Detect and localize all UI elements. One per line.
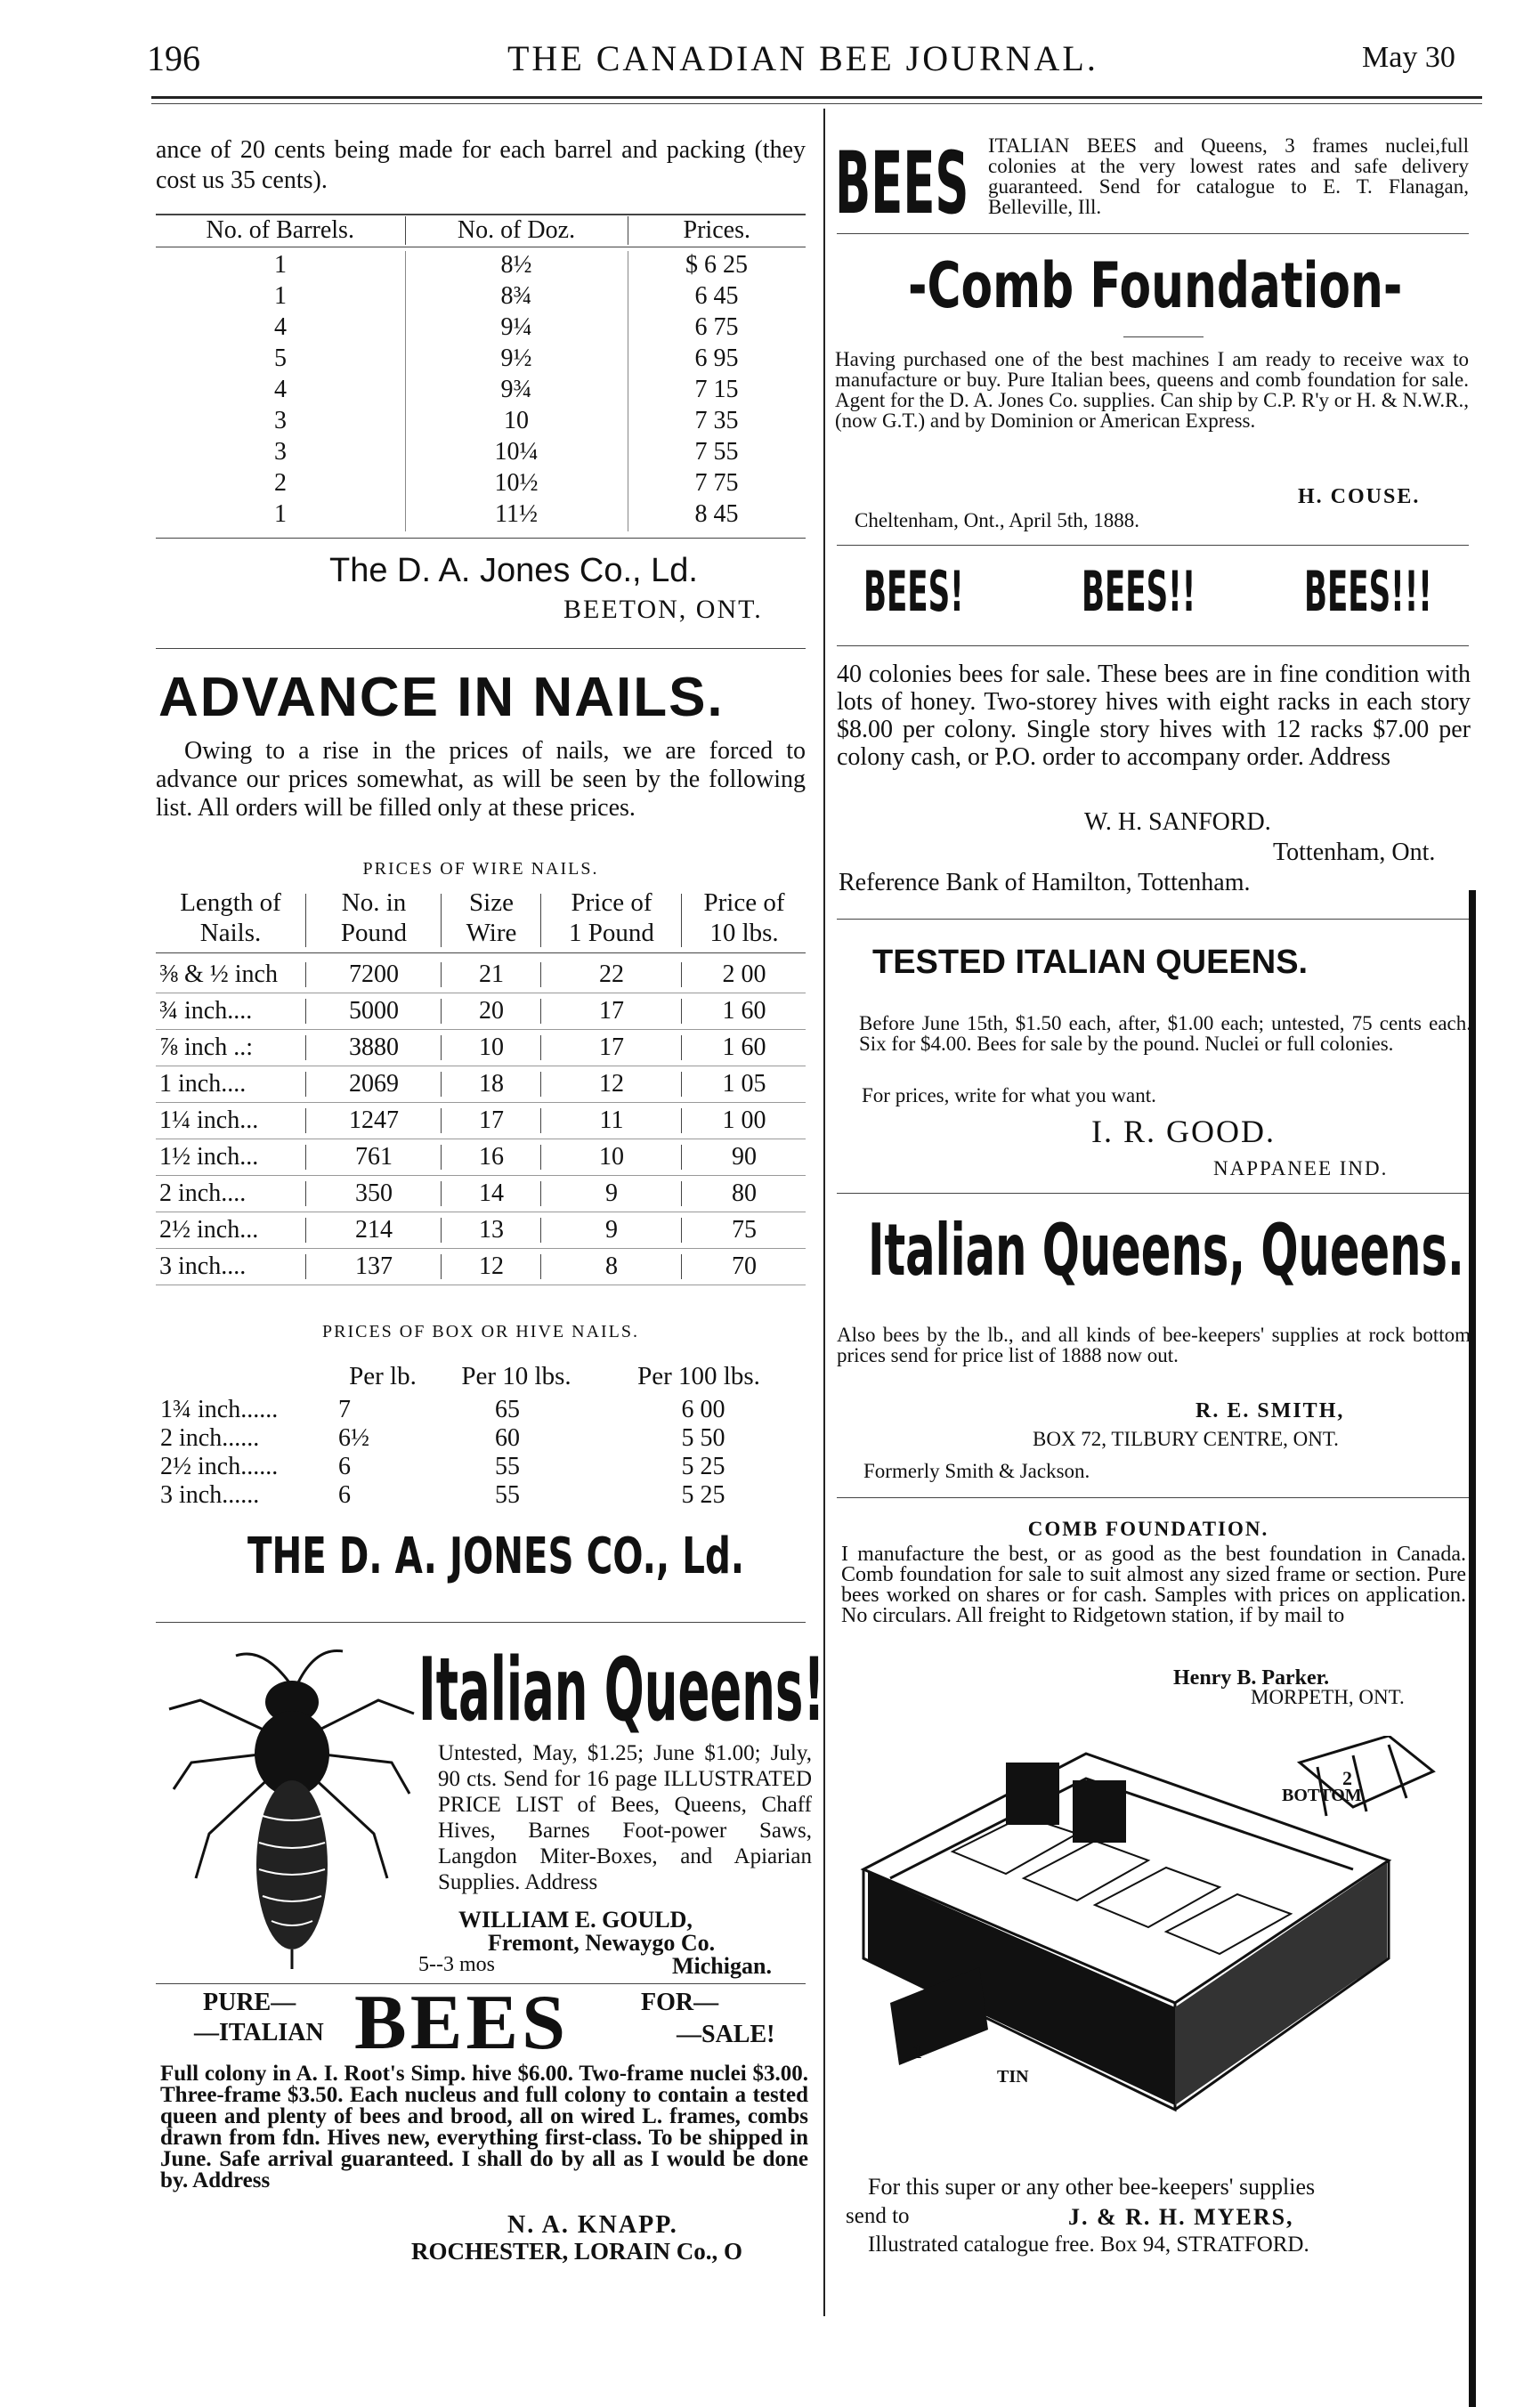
sanford-ref: Reference Bank of Hamilton, Tottenham. <box>839 869 1251 896</box>
box-cell: 6 <box>338 1481 351 1509</box>
comb-title-wrap <box>908 249 1442 329</box>
rule-jones-bottom <box>156 1622 806 1623</box>
wire-row <box>156 1030 806 1066</box>
parker-text: I manufacture the best, or as good as the best foundation in Canada. Comb foundation for sale to suit almost any sized frame or section. Pure bees worked on shares or for cash. Samples with prices on application. No circulars. All freight to Ridgetown station, if by mail to <box>841 1543 1466 1627</box>
box-cell: 2 inch...... <box>160 1424 260 1452</box>
barrels-cell: $ 6 25 <box>685 251 748 279</box>
rule-good-bottom <box>837 1193 1469 1194</box>
knapp-text: Full colony in A. I. Root's Simp. hive $6.00. Two-frame nuclei $3.00. Three-frame $3.50. Each nucleus and full colony to contain a tested queen and plenty of bees and brood, all on wired L. frames, combs drawn from fdn. Hives new, everything first-class. To be shipped in June. Safe arrival guaranteed. I shall do by all as I would be done by. Address <box>160 2062 808 2192</box>
label-bottom: BOTTOM <box>1282 1786 1362 1805</box>
barrels-row <box>156 469 806 500</box>
wire-cell: 90 <box>732 1143 757 1171</box>
flanagan-text: ITALIAN BEES and Queens, 3 frames nuclei,full colonies at the very lowest rates and safe delivery guaranteed. Send for catalogue to E. T. Flanagan, Belleville, Ill. <box>988 134 1469 218</box>
wire-row <box>156 1176 806 1212</box>
box-cell: 5 25 <box>681 1453 725 1480</box>
barrels-cell: 10½ <box>494 469 539 497</box>
column-rule <box>441 962 442 987</box>
box-row <box>160 1396 810 1424</box>
rule-smith-bottom <box>837 1497 1469 1498</box>
wire-cell: ¾ inch.... <box>159 997 253 1025</box>
wire-cell: 11 <box>599 1106 624 1134</box>
label-2: 2 <box>1342 1767 1352 1789</box>
column-rule <box>681 1254 682 1279</box>
wire-cell: 214 <box>355 1216 393 1244</box>
barrels-cell: 7 35 <box>694 407 739 434</box>
journal-title: THE CANADIAN BEE JOURNAL. <box>507 38 1098 78</box>
column-rule <box>681 1181 682 1206</box>
wire-cell: 137 <box>355 1252 393 1280</box>
smith-box: BOX 72, TILBURY CENTRE, ONT. <box>1033 1428 1339 1450</box>
barrels-cell: 8¾ <box>500 282 532 310</box>
column-rule <box>305 894 306 947</box>
column-rule <box>405 282 406 313</box>
wire-header-cell: Size <box>469 888 514 917</box>
wire-cell: 12 <box>479 1252 504 1280</box>
column-rule <box>405 376 406 407</box>
box-row <box>160 1481 810 1510</box>
header-rule-thin <box>151 103 1482 104</box>
column-rule <box>681 894 682 947</box>
knapp-name: N. A. KNAPP. <box>507 2211 678 2239</box>
barrels-cell: 3 <box>274 438 287 466</box>
wire-cell: 1247 <box>349 1106 399 1134</box>
wire-cell: 2 inch.... <box>159 1179 247 1207</box>
couse-name: H. COUSE. <box>1298 485 1421 508</box>
column-rule <box>681 1035 682 1060</box>
barrels-cell: 1 <box>274 282 287 310</box>
column-rule <box>405 344 406 376</box>
box-header-cell: Per lb. <box>349 1362 417 1390</box>
comb-short-rule <box>1123 336 1204 337</box>
box-cell: 7 <box>338 1396 351 1423</box>
column-rule <box>441 1181 442 1206</box>
column-rule <box>305 1072 306 1097</box>
bees-row-1: BEES! <box>863 559 964 624</box>
wire-table-header <box>156 888 806 951</box>
box-cell: 1¾ inch...... <box>160 1396 279 1423</box>
barrels-cell: 10 <box>504 407 529 434</box>
barrels-cell: 6 45 <box>694 282 739 310</box>
column-rule <box>441 1218 442 1243</box>
barrels-cell: 5 <box>274 344 287 372</box>
column-rule <box>540 1181 541 1206</box>
label-1: 1 <box>912 2040 922 2063</box>
good-text: Before June 15th, $1.50 each, after, $1.00 each; untested, 75 cents each. Six for $4.00. Bees for sale by the pound. Nuclei or full colonies. <box>859 1012 1471 1055</box>
column-rule <box>305 1145 306 1170</box>
column-rule <box>441 1254 442 1279</box>
column-rule <box>405 469 406 500</box>
barrels-cell: 6 75 <box>694 313 739 341</box>
wire-cell: ⅜ & ½ inch <box>159 960 278 988</box>
barrels-rows <box>156 251 806 531</box>
right-page-edge <box>1469 890 1476 2407</box>
wire-row <box>156 1103 806 1139</box>
wire-cell: 9 <box>605 1179 618 1207</box>
wire-row <box>156 993 806 1030</box>
smith-title-wrap <box>868 1209 1473 1307</box>
column-rule <box>441 999 442 1024</box>
wire-cell: 18 <box>479 1070 504 1098</box>
pure-left-1: PURE— <box>203 1989 296 2016</box>
wire-row <box>156 1212 806 1249</box>
wire-header-cell: Price of <box>703 888 785 917</box>
bees-big: BEES <box>835 134 969 231</box>
wire-header-cell: Pound <box>340 919 408 947</box>
wire-header-cell: No. in <box>341 888 407 917</box>
wire-cell: 9 <box>605 1216 618 1244</box>
gould-state: Michigan. <box>672 1953 772 1979</box>
column-rule <box>681 1145 682 1170</box>
column-rule <box>681 1218 682 1243</box>
box-cell: 6 00 <box>681 1396 725 1423</box>
column-rule <box>540 1108 541 1133</box>
barrels-cell: 6 95 <box>694 344 739 372</box>
column-rule <box>441 1108 442 1133</box>
gould-term: 5--3 mos <box>418 1953 495 1976</box>
knapp-place: ROCHESTER, LORAIN Co., O <box>411 2238 743 2265</box>
wire-cell: 22 <box>599 960 624 988</box>
wire-row <box>156 957 806 993</box>
wire-cell: 7200 <box>349 960 399 988</box>
column-rule <box>540 1145 541 1170</box>
wire-cell: 20 <box>479 997 504 1025</box>
page-number: 196 <box>147 38 200 78</box>
column-rule <box>681 1108 682 1133</box>
column-rule <box>681 962 682 987</box>
wire-cell: 17 <box>599 997 624 1025</box>
couse-text: Having purchased one of the best machines I am ready to receive wax to manufacture or buy. Pure Italian bees, queens and comb foundation for sale. Agent for the D. A. Jones Co. supplies. Can ship by C.P. R'y or H. & N.W.R., (now G.T.) and by Dominion or American Express. <box>835 348 1469 432</box>
th-prices: Prices. <box>628 216 806 245</box>
barrels-cell: 7 55 <box>694 438 739 466</box>
column-rule <box>540 1035 541 1060</box>
parker-title: COMB FOUNDATION. <box>1027 1518 1269 1540</box>
barrels-row <box>156 282 806 313</box>
company-name: The D. A. Jones Co., Ld. <box>329 552 698 589</box>
myers-text: For this super or any other bee-keepers' supplies <box>868 2174 1316 2200</box>
wire-cell: 1 60 <box>722 997 766 1025</box>
column-rule <box>681 1072 682 1097</box>
wire-header-cell: 10 lbs. <box>709 919 779 947</box>
column-rule <box>405 313 406 344</box>
box-cell: 60 <box>495 1424 520 1452</box>
wire-cell: 17 <box>599 1033 624 1061</box>
couse-date: Cheltenham, Ont., April 5th, 1888. <box>855 509 1140 531</box>
bees-big-wrap <box>835 134 977 231</box>
barrels-row <box>156 438 806 469</box>
barrels-row <box>156 376 806 407</box>
table-top-rule <box>156 214 806 215</box>
box-cell: 5 50 <box>681 1424 725 1452</box>
box-cell: 5 25 <box>681 1481 725 1509</box>
wire-cell: 14 <box>479 1179 504 1207</box>
wire-row <box>156 1249 806 1285</box>
wire-row <box>156 1066 806 1103</box>
barrels-cell: 1 <box>274 500 287 528</box>
jones-banner-text: THE D. A. JONES CO., Ld. <box>247 1528 745 1585</box>
box-header-cell: Per 100 lbs. <box>637 1362 760 1390</box>
wire-cell: 3880 <box>349 1033 399 1061</box>
wire-cell: 2½ inch... <box>159 1216 259 1244</box>
super-illustration <box>855 1736 1460 2172</box>
column-rule <box>540 1218 541 1243</box>
box-cell: 65 <box>495 1396 520 1423</box>
header-rule <box>151 96 1482 99</box>
wire-caption: PRICES OF WIRE NAILS. <box>362 859 599 879</box>
comb-title: -Comb Foundation- <box>908 249 1403 322</box>
wire-cell: 1 00 <box>722 1106 766 1134</box>
myers-catalogue: Illustrated catalogue free. Box 94, STRATFORD. <box>868 2233 1309 2257</box>
box-cell: 55 <box>495 1453 520 1480</box>
column-rule <box>305 1218 306 1243</box>
wire-cell: 8 <box>605 1252 618 1280</box>
barrels-row <box>156 500 806 531</box>
wire-cell: 2 00 <box>722 960 766 988</box>
company-place: BEETON, ONT. <box>563 595 763 624</box>
barrels-cell: 9½ <box>500 344 532 372</box>
wire-cell: 2069 <box>349 1070 399 1098</box>
box-cell: 3 inch...... <box>160 1481 260 1509</box>
barrels-cell: 7 15 <box>694 376 739 403</box>
column-rule <box>540 894 541 947</box>
barrels-cell: 3 <box>274 407 287 434</box>
wire-cell: 3 inch.... <box>159 1252 247 1280</box>
good-name: I. R. GOOD. <box>1091 1114 1276 1149</box>
wire-cell: 70 <box>732 1252 757 1280</box>
pure-right-1: FOR— <box>641 1989 719 2016</box>
bees-row-2: BEES!! <box>1082 559 1196 624</box>
column-rule <box>305 1108 306 1133</box>
wire-cell: 761 <box>355 1143 393 1171</box>
column-rule <box>405 251 406 282</box>
wire-header-cell: Length of <box>180 888 281 917</box>
good-prices: For prices, write for what you want. <box>862 1084 1156 1106</box>
bees-row-3: BEES!!! <box>1304 559 1432 624</box>
barrels-cell: 7 75 <box>694 469 739 497</box>
wire-header-cell: Price of <box>571 888 652 917</box>
barrels-cell: 8 45 <box>694 500 739 528</box>
column-rule <box>441 1145 442 1170</box>
column-rule <box>540 962 541 987</box>
column-rule <box>441 894 442 947</box>
smith-text: Also bees by the lb., and all kinds of bee-keepers' supplies at rock bottom prices send for price list of 1888 now out. <box>837 1324 1471 1366</box>
pure-left-2: —ITALIAN <box>194 2019 324 2046</box>
smith-name: R. E. SMITH, <box>1196 1399 1345 1422</box>
rule-sanford-bottom <box>837 919 1469 920</box>
column-rule <box>540 1254 541 1279</box>
barrels-cell: 8½ <box>500 251 532 279</box>
column-rule <box>305 999 306 1024</box>
barrels-cell: 9¼ <box>500 313 532 341</box>
wire-cell: 10 <box>599 1143 624 1171</box>
column-rule <box>305 1181 306 1206</box>
parker-name: Henry B. Parker. <box>1173 1666 1330 1690</box>
barrels-cell: 10¼ <box>494 438 539 466</box>
rule-flanagan-bottom <box>837 233 1469 234</box>
th-barrels: No. of Barrels. <box>206 216 354 244</box>
column-divider <box>823 109 825 2316</box>
column-rule <box>405 438 406 469</box>
jones-banner <box>247 1528 817 1608</box>
table-bottom-rule <box>156 538 806 539</box>
box-cell: 55 <box>495 1481 520 1509</box>
barrels-cell: 4 <box>274 376 287 403</box>
parker-place: MORPETH, ONT. <box>1251 1686 1405 1708</box>
wire-cell: 12 <box>599 1070 624 1098</box>
gould-place: Fremont, Newaygo Co. <box>488 1930 716 1956</box>
pure-big-bees: BEES <box>354 1980 570 2066</box>
column-rule <box>305 1035 306 1060</box>
nails-text: Owing to a rise in the prices of nails, we are forced to advance our prices somewhat, as will be seen by the following list. All orders will be filled only at these prices. <box>156 737 806 822</box>
rule-bees-row <box>837 645 1469 646</box>
column-rule <box>441 1035 442 1060</box>
box-row <box>160 1424 810 1453</box>
barrels-row <box>156 313 806 344</box>
wire-cell: 1 inch.... <box>159 1070 247 1098</box>
wire-cell: 350 <box>355 1179 393 1207</box>
wire-cell: 13 <box>479 1216 504 1244</box>
wire-header-rule <box>156 952 806 953</box>
wire-cell: 75 <box>732 1216 757 1244</box>
barrels-row <box>156 344 806 376</box>
sanford-name: W. H. SANFORD. <box>1084 808 1271 836</box>
column-rule <box>681 999 682 1024</box>
barrels-table <box>156 216 806 245</box>
th-doz: No. of Doz. <box>405 216 628 245</box>
smith-former: Formerly Smith & Jackson. <box>863 1460 1090 1482</box>
myers-name: J. & R. H. MYERS, <box>1068 2204 1294 2230</box>
barrels-cell: 4 <box>274 313 287 341</box>
wire-cell: 80 <box>732 1179 757 1207</box>
wire-cell: 17 <box>479 1106 504 1134</box>
box-table-header <box>160 1362 810 1396</box>
gould-name: WILLIAM E. GOULD, <box>458 1907 693 1933</box>
bees-row <box>837 559 1469 630</box>
wire-cell: 5000 <box>349 997 399 1025</box>
wire-row <box>156 1139 806 1176</box>
rule-nails-top <box>156 648 806 649</box>
wire-cell: 21 <box>479 960 504 988</box>
wire-cell: 10 <box>479 1033 504 1061</box>
bee-illustration <box>165 1647 418 1976</box>
gould-text: Untested, May, $1.25; June $1.00; July, 90 cts. Send for 16 page ILLUSTRATED PRICE LIST of Bees, Queens, Chaff Hives, Barnes Foot-power Saws, Langdon Miter-Boxes, and Apiarian Supplies. Address <box>438 1741 812 1894</box>
column-rule <box>405 500 406 531</box>
barrels-row <box>156 251 806 282</box>
wire-cell: ⅞ inch ..: <box>159 1033 253 1061</box>
box-header-cell: Per 10 lbs. <box>461 1362 571 1390</box>
column-rule <box>540 1072 541 1097</box>
barrels-cell: 1 <box>274 251 287 279</box>
issue-date: May 30 <box>1362 41 1455 74</box>
wire-cell: 1 05 <box>722 1070 766 1098</box>
wire-nails-table <box>156 888 806 1285</box>
sanford-place: Tottenham, Ont. <box>1273 839 1436 866</box>
myers-send: send to <box>846 2204 910 2228</box>
column-rule <box>405 407 406 438</box>
pure-right-2: —SALE! <box>677 2021 775 2048</box>
smith-title: Italian Queens, Queens. <box>868 1209 1464 1292</box>
wire-header-cell: Nails. <box>199 919 262 947</box>
box-row <box>160 1453 810 1481</box>
italian-queens-title: Italian Queens! <box>418 1640 825 1741</box>
box-caption: PRICES OF BOX OR HIVE NAILS. <box>321 1322 640 1341</box>
tested-title: TESTED ITALIAN QUEENS. <box>872 944 1309 981</box>
sanford-text: 40 colonies bees for sale. These bees are in fine condition with lots of honey. Two-storey hives with eight racks in each story $8.00 per colony. Single story hives with 12 racks $7.00 per colony cash, or P.O. order to accompany order. Address <box>837 661 1471 771</box>
column-rule <box>305 1254 306 1279</box>
good-place: NAPPANEE IND. <box>1213 1157 1389 1179</box>
box-cell: 6½ <box>338 1424 369 1452</box>
wire-header-cell: Wire <box>466 919 517 947</box>
box-cell: 2½ inch...... <box>160 1453 279 1480</box>
wire-cell: 1½ inch... <box>159 1143 259 1171</box>
label-tin: TIN <box>997 2067 1029 2087</box>
wire-header-cell: 1 Pound <box>569 919 654 947</box>
wire-cell: 16 <box>479 1143 504 1171</box>
box-nails-table <box>160 1362 810 1510</box>
column-rule <box>305 962 306 987</box>
barrels-cell: 11½ <box>495 500 538 528</box>
column-rule <box>441 1072 442 1097</box>
intro-text: ance of 20 cents being made for each barrel and packing (they cost us 35 cents). <box>156 136 806 194</box>
barrels-cell: 2 <box>274 469 287 497</box>
wire-cell: 1 60 <box>722 1033 766 1061</box>
italian-queens-title-wrap <box>418 1640 828 1746</box>
barrels-row <box>156 407 806 438</box>
box-cell: 6 <box>338 1453 351 1480</box>
barrels-cell: 9¾ <box>500 376 532 403</box>
wire-cell: 1¼ inch... <box>159 1106 259 1134</box>
nails-heading: ADVANCE IN NAILS. <box>158 667 725 728</box>
rule-couse-bottom <box>837 545 1469 546</box>
column-rule <box>540 999 541 1024</box>
